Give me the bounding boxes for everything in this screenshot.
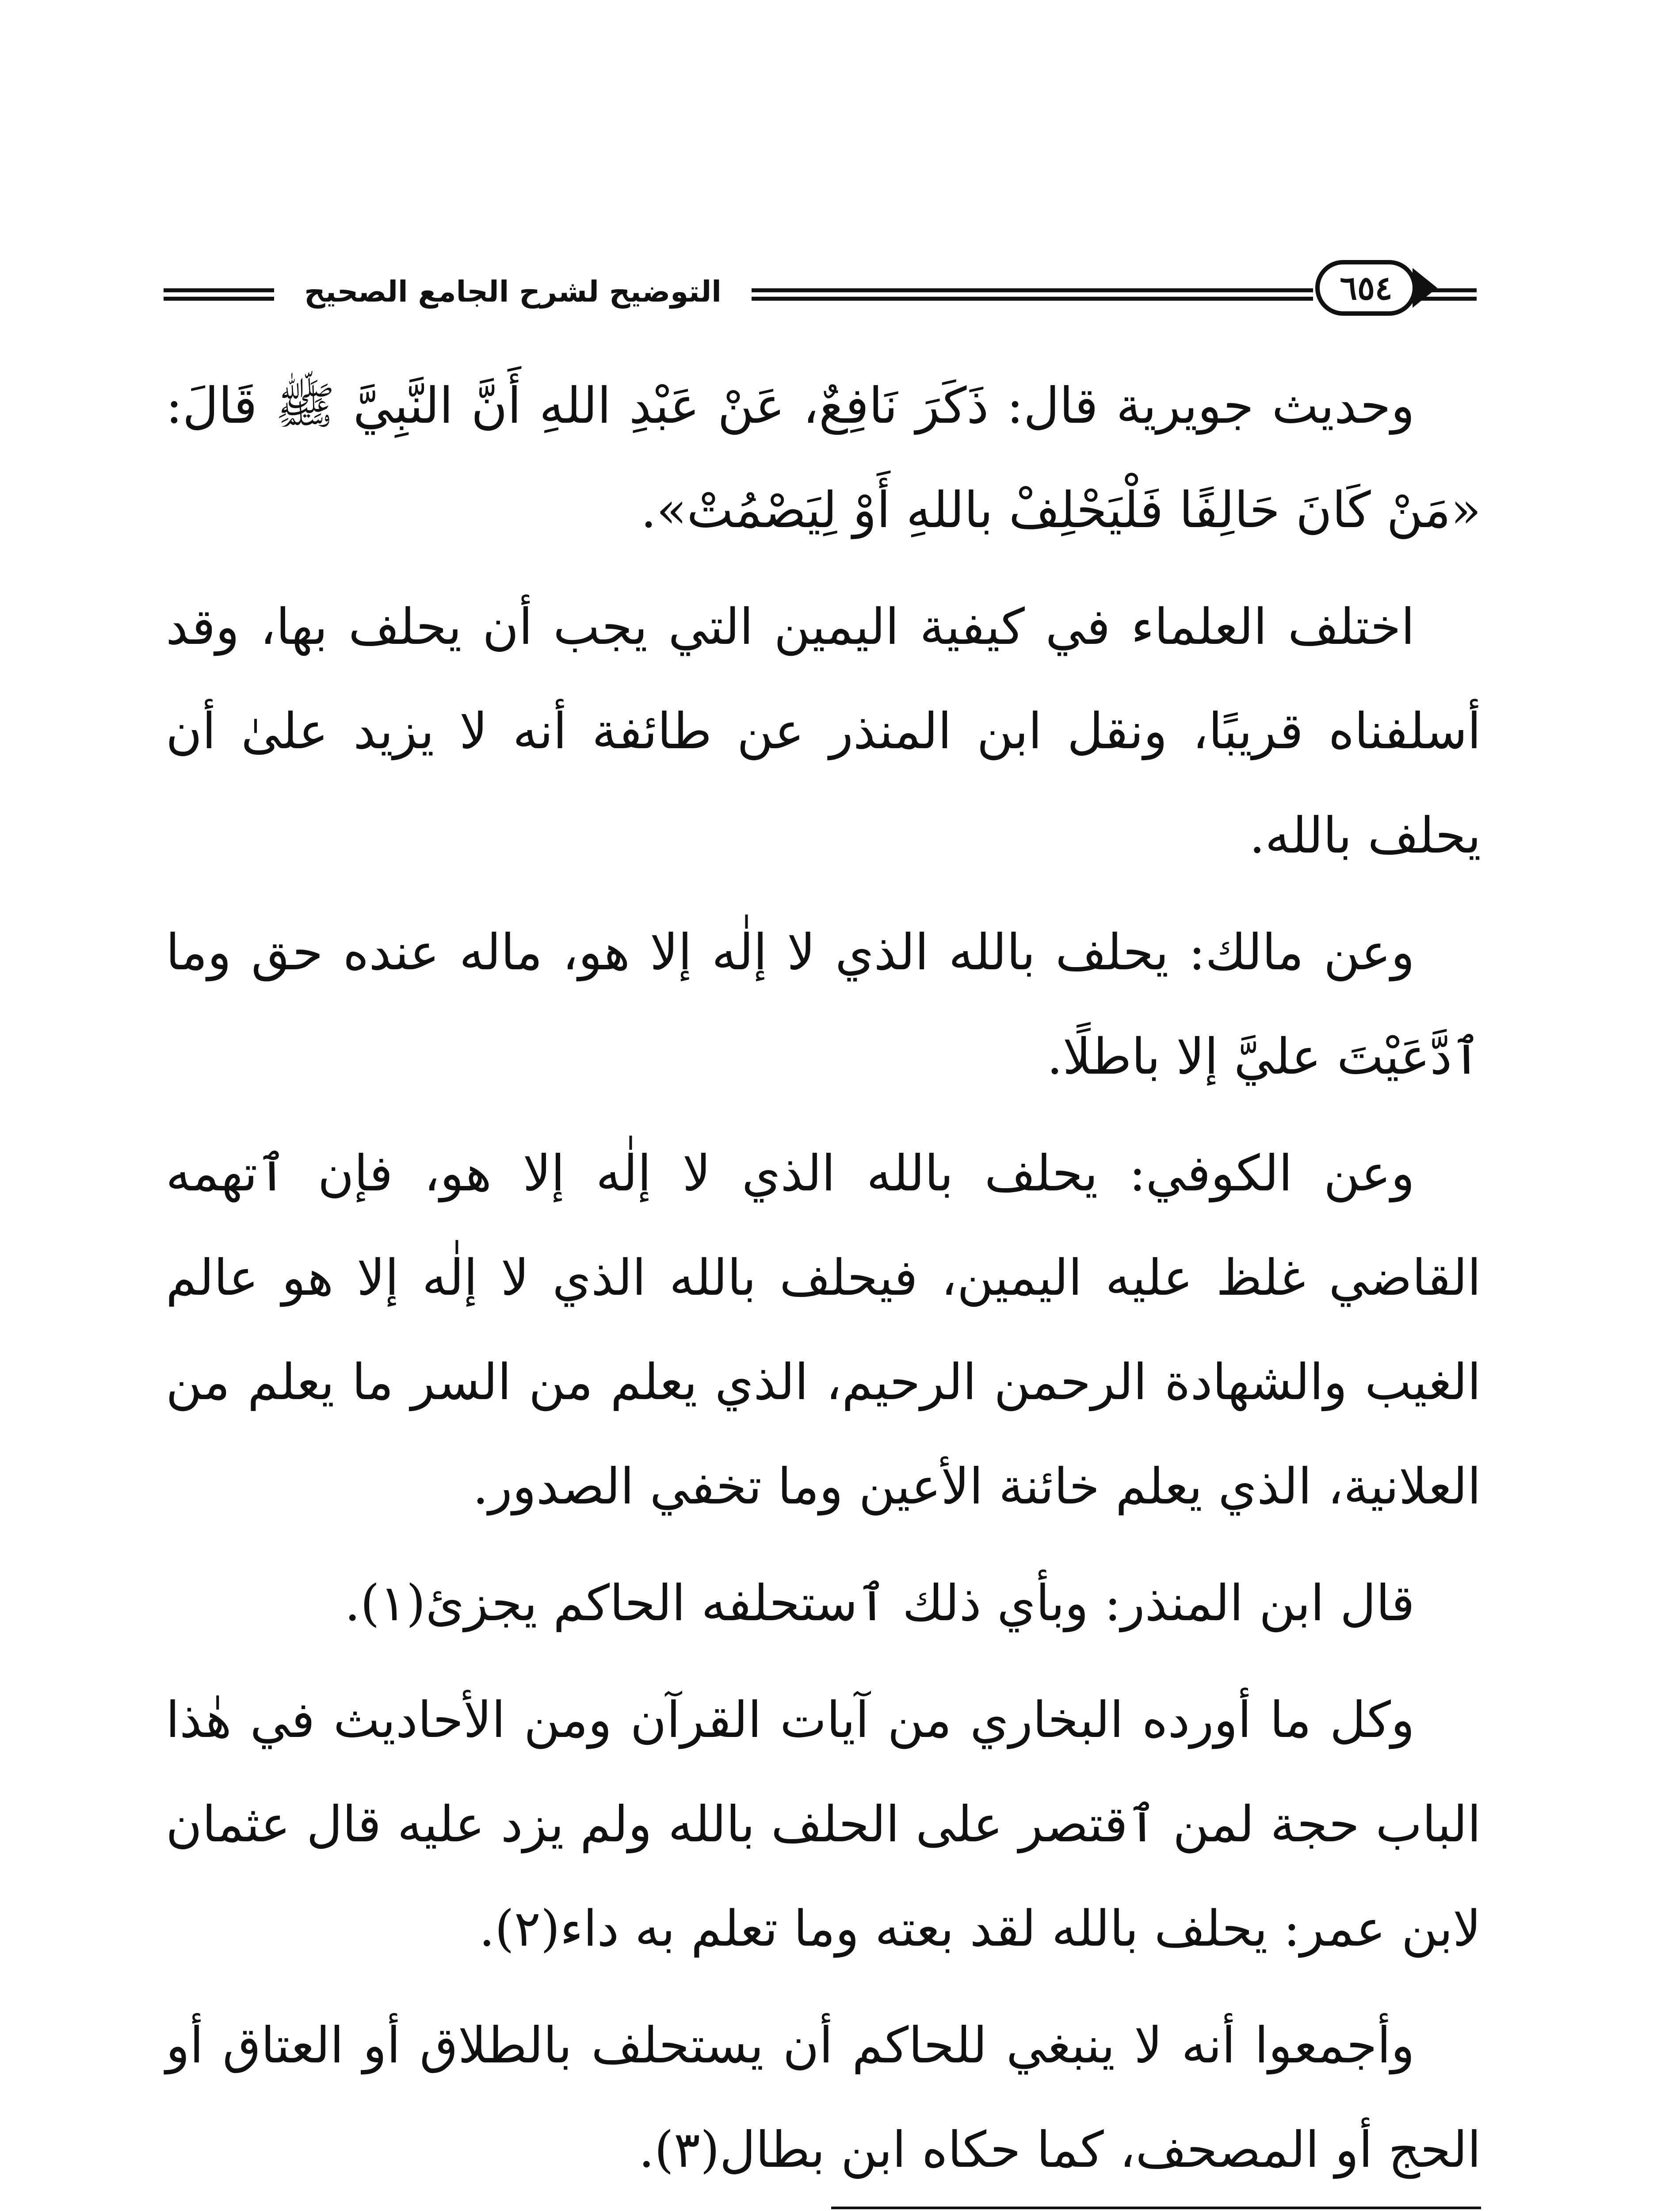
header-rule-right xyxy=(1419,288,1477,301)
paragraph: وكل ما أورده البخاري من آيات القرآن ومن الأحاديث في هٰذا الباب حجة لمن ٱقتصر على الحلف بالله ولم يزد عليه قال عثمان لابن عمر: يحلف بالله لقد بعته وما تعلم به داء(٢). xyxy=(166,1691,1481,1958)
header-rule-middle xyxy=(752,288,1313,301)
running-title: التوضيح لشرح الجامع الصحيح xyxy=(304,275,722,309)
paragraph: وعن مالك: يحلف بالله الذي لا إلٰه إلا هو، ماله عنده حق وما ٱدَّعَيْتَ عليَّ إلا باطلًا. xyxy=(166,924,1481,1086)
header-rule-left xyxy=(164,288,274,301)
paragraph: قال ابن المنذر: وبأي ذلك ٱستحلفه الحاكم يجزئ(١). xyxy=(344,1575,1415,1632)
main-text xyxy=(166,354,1481,2211)
paragraph: وعن الكوفي: يحلف بالله الذي لا إلٰه إلا هو، فإن ٱتهمه القاضي غلظ عليه اليمين، فيحلف بالله الذي لا إلٰه إلا هو عالم الغيب والشهادة الرحمن الرحيم، الذي يعلم من السر ما يعلم من العلانية، الذي يعلم خائنة الأعين وما تخفي الصدور. xyxy=(166,1145,1481,1515)
paragraph: وأجمعوا أنه لا ينبغي للحاكم أن يستحلف بالطلاق أو العتاق أو الحج أو المصحف، كما حكاه ابن بطال(٣). xyxy=(166,2017,1481,2179)
footnote-separator xyxy=(831,2207,1481,2209)
page-header xyxy=(164,248,1481,336)
paragraph: اختلف العلماء في كيفية اليمين التي يجب أن يحلف بها، وقد أسلفناه قريبًا، ونقل ابن المنذر عن طائفة أنه لا يزيد علىٰ أن يحلف بالله. xyxy=(166,598,1481,865)
page-number: ٦٥٤ xyxy=(1315,260,1417,316)
paragraph: وحديث جويرية قال: ذَكَرَ نَافِعٌ، عَنْ عَبْدِ اللهِ أَنَّ النَّبِيَّ ﷺ قَالَ: «مَنْ كَانَ حَالِفًا فَلْيَحْلِفْ باللهِ أَوْ لِيَصْمُتْ». xyxy=(166,377,1481,539)
